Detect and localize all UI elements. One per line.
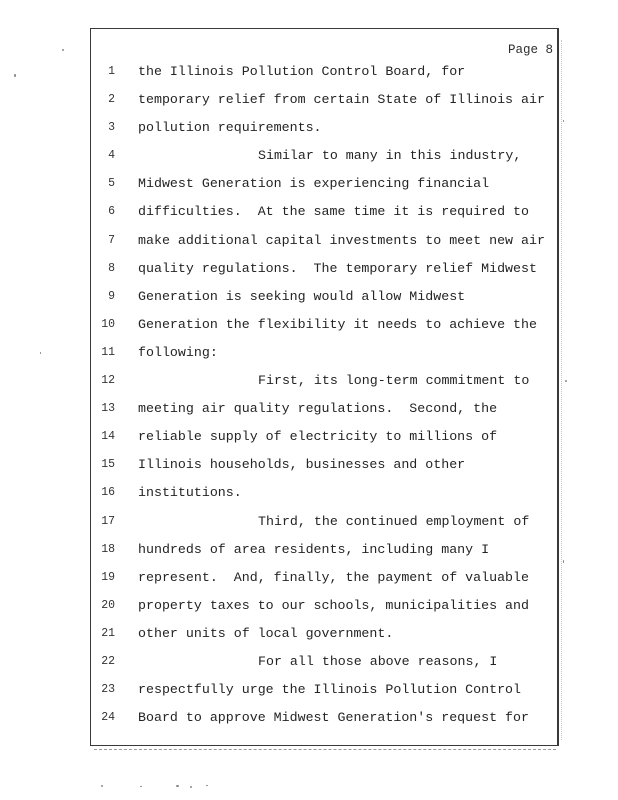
line-text: institutions. <box>138 485 242 501</box>
line-number: 8 <box>108 261 115 275</box>
line-number: 21 <box>101 626 115 640</box>
line-number: 14 <box>101 430 115 444</box>
line-text: First, its long-term commitment to <box>258 373 530 389</box>
transcript-line-3 <box>0 114 618 142</box>
transcript-line-23 <box>0 676 618 704</box>
line-text: the Illinois Pollution Control Board, for <box>138 64 466 79</box>
line-number: 23 <box>101 683 115 697</box>
line-text: make additional capital investments to meet new air <box>138 232 545 248</box>
line-number: 13 <box>101 402 115 416</box>
line-number: 11 <box>101 345 115 359</box>
line-number: 4 <box>108 149 115 163</box>
line-number: 22 <box>101 654 115 668</box>
line-text: For all those above reasons, I <box>258 653 498 669</box>
line-number: 7 <box>108 233 115 247</box>
transcript-line-9 <box>0 283 618 311</box>
line-number: 1 <box>108 65 115 78</box>
line-text: other units of local government. <box>138 625 394 641</box>
line-number: 5 <box>108 177 115 191</box>
transcript-line-16 <box>0 479 618 507</box>
line-number: 20 <box>101 598 115 612</box>
transcript-line-4 <box>0 142 618 170</box>
line-text: Board to approve Midwest Generation's request for <box>138 710 529 726</box>
transcript-line-14 <box>0 423 618 451</box>
line-text: reliable supply of electricity to millions of <box>138 429 498 445</box>
line-number: 24 <box>101 711 115 725</box>
line-number: 10 <box>101 317 115 331</box>
transcript-line-19 <box>0 564 618 592</box>
transcript-line-13 <box>0 395 618 423</box>
line-text: quality regulations. The temporary relief Midwest <box>138 260 537 276</box>
transcript-line-7 <box>0 227 618 255</box>
line-text: temporary relief from certain State of Illinois air <box>138 92 545 108</box>
line-text: Similar to many in this industry, <box>258 148 522 164</box>
scan-speck <box>176 785 179 787</box>
scan-artifact-bottom-edge <box>94 749 556 750</box>
line-number: 12 <box>101 374 115 388</box>
line-text: represent. And, finally, the payment of valuable <box>138 569 529 585</box>
line-text: Generation is seeking would allow Midwest <box>138 288 466 304</box>
line-number: 3 <box>108 121 115 135</box>
line-text: Illinois households, businesses and other <box>138 457 466 473</box>
line-text: meeting air quality regulations. Second, the <box>138 401 498 417</box>
line-text: respectfully urge the Illinois Pollution Control <box>138 682 522 698</box>
scan-speck <box>206 785 208 786</box>
transcript-line-21 <box>0 620 618 648</box>
line-text: Third, the continued employment of <box>258 513 530 529</box>
transcript-line-24 <box>0 704 618 732</box>
line-number: 16 <box>101 486 115 500</box>
line-number: 6 <box>108 205 115 219</box>
transcript-line-12 <box>0 367 618 395</box>
transcript-line-5 <box>0 170 618 198</box>
scan-speck <box>40 352 41 354</box>
line-text: difficulties. At the same time it is required to <box>138 204 529 220</box>
page-number: Page 8 <box>507 43 553 57</box>
scan-speck <box>563 120 564 122</box>
line-text: hundreds of area residents, including many I <box>138 541 490 557</box>
line-text: pollution requirements. <box>138 120 322 136</box>
transcript-lines <box>0 58 618 732</box>
transcript-line-17 <box>0 508 618 536</box>
transcript-line-22 <box>0 648 618 676</box>
line-number: 9 <box>108 289 115 303</box>
line-text: Midwest Generation is experiencing financial <box>138 176 490 192</box>
transcript-line-1 <box>0 58 618 86</box>
transcript-line-10 <box>0 311 618 339</box>
scan-speck <box>140 786 142 787</box>
line-text: Generation the flexibility it needs to achieve the <box>138 316 537 332</box>
line-number: 17 <box>101 514 115 528</box>
transcript-line-15 <box>0 451 618 479</box>
scan-speck <box>190 786 192 788</box>
line-number: 18 <box>101 542 115 556</box>
scan-speck <box>101 785 103 787</box>
transcript-line-8 <box>0 255 618 283</box>
line-number: 2 <box>108 93 115 107</box>
line-number: 19 <box>101 570 115 584</box>
transcript-line-20 <box>0 592 618 620</box>
transcript-line-6 <box>0 198 618 226</box>
transcript-line-2 <box>0 86 618 114</box>
transcript-line-18 <box>0 536 618 564</box>
line-number: 15 <box>101 458 115 472</box>
scan-speck <box>62 49 64 51</box>
line-text: following: <box>138 344 218 360</box>
scan-speck <box>14 74 16 77</box>
scan-speck <box>563 560 564 563</box>
scan-speck <box>565 380 567 382</box>
transcript-line-11 <box>0 339 618 367</box>
line-text: property taxes to our schools, municipalities and <box>138 597 529 613</box>
